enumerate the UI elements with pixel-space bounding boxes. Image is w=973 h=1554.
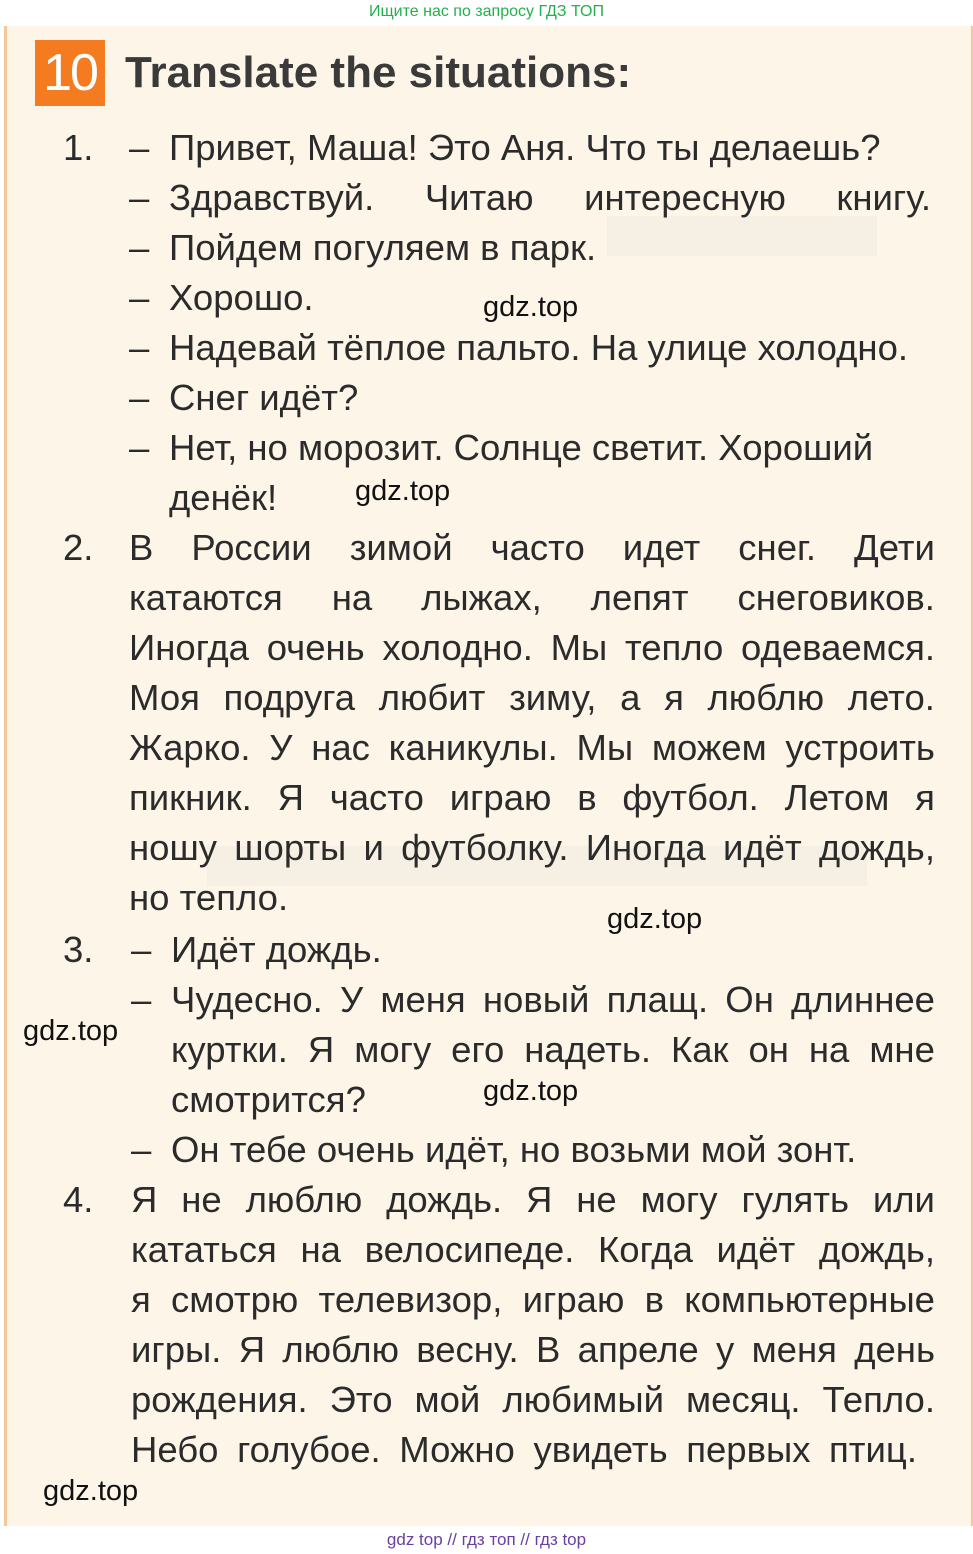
- situation-2-line-6: [7, 773, 971, 823]
- word: или: [872, 1179, 935, 1220]
- word: Моя: [129, 677, 200, 718]
- word: надеть.: [524, 1029, 651, 1070]
- word: голубое.: [237, 1429, 381, 1470]
- word: на: [331, 577, 373, 618]
- word: мне: [869, 1029, 935, 1070]
- paragraph-text: [129, 723, 935, 773]
- word: часто: [329, 777, 424, 818]
- dialogue-dash: –: [131, 979, 152, 1020]
- situation-1-line-8: [7, 473, 971, 523]
- situation-number: 1.: [63, 127, 94, 168]
- word: компьютерные: [684, 1279, 935, 1320]
- word: идет: [622, 527, 701, 568]
- dialogue-dash: –: [131, 929, 152, 970]
- situation-1-line-6: [7, 373, 971, 423]
- word: снеговиков.: [737, 577, 935, 618]
- dialogue-text: Надевай тёплое пальто. На улице холодно.: [169, 327, 909, 368]
- word: Летом: [784, 777, 890, 818]
- dialogue-dash: –: [129, 277, 150, 318]
- word: он: [748, 1029, 789, 1070]
- dialogue-dash: –: [129, 127, 150, 168]
- word: птиц.: [829, 1429, 917, 1470]
- word: тепло: [624, 627, 724, 668]
- watermark: gdz.top: [355, 475, 451, 507]
- watermark: gdz.top: [607, 903, 703, 935]
- word: Чудесно.: [171, 979, 323, 1020]
- watermark: gdz.top: [43, 1475, 139, 1507]
- exercise-content: [7, 26, 971, 1526]
- word: а: [620, 677, 641, 718]
- situation-2-line-1: [7, 523, 971, 573]
- word: катаются: [129, 577, 283, 618]
- word: В: [129, 527, 154, 568]
- word: у: [716, 1329, 735, 1370]
- word: Это: [329, 1379, 393, 1420]
- paragraph-text: [131, 1325, 935, 1375]
- situation-3-line-5: [7, 1125, 971, 1175]
- situation-1-line-3: [7, 223, 971, 273]
- word: России: [191, 527, 312, 568]
- word: интересную: [584, 177, 786, 218]
- situation-number: 2.: [63, 527, 94, 568]
- word: люблю: [282, 1329, 399, 1370]
- word: пикник.: [129, 777, 252, 818]
- word: можем: [651, 727, 767, 768]
- word: день: [854, 1329, 935, 1370]
- word: Читаю: [424, 177, 534, 218]
- word: Я: [307, 1029, 335, 1070]
- word: на: [300, 1229, 341, 1270]
- situation-3-line-2: [7, 975, 971, 1025]
- word: Жарко.: [129, 727, 251, 768]
- dialogue-text: смотрится?: [171, 1079, 366, 1120]
- word: и: [363, 827, 384, 868]
- exercise-number-badge: 10: [35, 40, 105, 106]
- word: весну.: [416, 1329, 519, 1370]
- word: Когда: [598, 1229, 693, 1270]
- word: зимой: [349, 527, 453, 568]
- word: очень: [266, 627, 365, 668]
- word: У: [269, 727, 293, 768]
- word: снег.: [738, 527, 816, 568]
- situation-1-line-2: [7, 173, 971, 223]
- situation-2-line-5: [7, 723, 971, 773]
- situation-4-line-6: [7, 1425, 971, 1475]
- word: идёт: [716, 1229, 796, 1270]
- dialogue-text: Он тебе очень идёт, но возьми мой зонт.: [171, 1129, 857, 1170]
- dialogue-text: Хорошо.: [169, 277, 314, 318]
- word: мой: [414, 1379, 481, 1420]
- word: играю: [522, 1279, 625, 1320]
- situation-3-line-1: [7, 925, 971, 975]
- situation-number: 4.: [63, 1179, 94, 1220]
- situation-4-line-4: [7, 1325, 971, 1375]
- dialogue-text: Привет, Маша! Это Аня. Что ты делаешь?: [169, 127, 881, 168]
- word: В: [536, 1329, 561, 1370]
- situation-number: 3.: [63, 929, 94, 970]
- paragraph-text: [129, 823, 935, 873]
- situation-2-line-7: [7, 823, 971, 873]
- word: устроить: [785, 727, 935, 768]
- word: плащ.: [606, 979, 709, 1020]
- paragraph-text: но тепло.: [129, 877, 289, 918]
- paragraph-text: [129, 623, 935, 673]
- paragraph-text: [129, 523, 935, 573]
- dialogue-text: Снег идёт?: [169, 377, 359, 418]
- word: дождь.: [386, 1179, 503, 1220]
- paragraph-text: [129, 673, 935, 723]
- word: любит: [378, 677, 486, 718]
- dialogue-dash: –: [131, 1129, 152, 1170]
- word: нас: [311, 727, 370, 768]
- word: гулять: [741, 1179, 849, 1220]
- paragraph-text: [131, 1425, 917, 1475]
- situation-4-line-2: [7, 1225, 971, 1275]
- word: люблю: [245, 1179, 363, 1220]
- word: его: [451, 1029, 505, 1070]
- word: Можно: [399, 1429, 515, 1470]
- word: меня: [380, 979, 466, 1020]
- word: дождь,: [818, 827, 935, 868]
- bottom-banner[interactable]: gdz top // гдз топ // гдз top: [386, 1530, 587, 1549]
- exercise-title: Translate the situations:: [125, 48, 632, 97]
- word: не: [576, 1179, 617, 1220]
- textbook-page: [4, 26, 973, 1526]
- dialogue-dash: –: [129, 377, 150, 418]
- paragraph-text: [129, 573, 935, 623]
- word: увидеть: [533, 1429, 668, 1470]
- word: Тепло.: [822, 1379, 935, 1420]
- word: подруга: [223, 677, 356, 718]
- dialogue-dash: –: [129, 177, 150, 218]
- word: Я: [238, 1329, 266, 1370]
- word: Я: [277, 777, 304, 818]
- word: не: [181, 1179, 222, 1220]
- dialogue-text: [169, 173, 931, 223]
- dialogue-text: денёк!: [169, 477, 278, 518]
- word: лепят: [590, 577, 689, 618]
- word: на: [808, 1029, 850, 1070]
- word: Иногда: [585, 827, 706, 868]
- word: Иногда: [129, 627, 249, 668]
- watermark: gdz.top: [483, 1075, 579, 1107]
- word: Здравствуй.: [169, 177, 375, 218]
- situation-4-line-5: [7, 1375, 971, 1425]
- word: рождения.: [131, 1379, 308, 1420]
- word: месяц.: [686, 1379, 801, 1420]
- word: Я: [131, 1179, 158, 1220]
- word: книгу.: [836, 177, 931, 218]
- word: телевизор,: [318, 1279, 503, 1320]
- situation-2-line-2: [7, 573, 971, 623]
- situation-4-line-1: [7, 1175, 971, 1225]
- word: дождь,: [818, 1229, 935, 1270]
- word: велосипеде.: [364, 1229, 575, 1270]
- word: кататься: [131, 1229, 277, 1270]
- situation-2-line-4: [7, 673, 971, 723]
- word: футбол.: [622, 777, 759, 818]
- situation-1-line-1: [7, 123, 971, 173]
- word: холодно.: [382, 627, 533, 668]
- word: могу: [640, 1179, 718, 1220]
- word: часто: [490, 527, 585, 568]
- word: Дети: [854, 527, 935, 568]
- dialogue-text: Идёт дождь.: [171, 929, 382, 970]
- paragraph-text: [129, 773, 935, 823]
- situation-2-line-8: [7, 873, 971, 923]
- word: я: [915, 777, 935, 818]
- word: идёт: [722, 827, 802, 868]
- paragraph-text: [131, 1275, 935, 1325]
- dialogue-text: Пойдем погуляем в парк.: [169, 227, 597, 268]
- dialogue-dash: –: [129, 227, 150, 268]
- dialogue-dash: –: [129, 327, 150, 368]
- paragraph-text: [131, 1225, 935, 1275]
- situation-1-line-7: [7, 423, 971, 473]
- word: апреле: [577, 1329, 699, 1370]
- word: шорты: [234, 827, 347, 868]
- word: Он: [725, 979, 774, 1020]
- dialogue-text: Нет, но морозит. Солнце светит. Хороший: [169, 427, 874, 468]
- situation-3-line-3: [7, 1025, 971, 1075]
- word: зиму,: [509, 677, 597, 718]
- word: лыжах,: [421, 577, 542, 618]
- situation-2-line-3: [7, 623, 971, 673]
- word: У: [340, 979, 364, 1020]
- paragraph-text: [131, 1375, 935, 1425]
- situation-4-line-3: [7, 1275, 971, 1325]
- watermark: gdz.top: [483, 291, 579, 323]
- word: каникулы.: [388, 727, 558, 768]
- dialogue-dash: –: [129, 427, 150, 468]
- word: люблю: [707, 677, 825, 718]
- word: играю: [449, 777, 552, 818]
- dialogue-text: [171, 975, 935, 1025]
- situation-1-line-5: [7, 323, 971, 373]
- word: любимый: [502, 1379, 665, 1420]
- word: смотрю: [171, 1279, 299, 1320]
- word: куртки.: [171, 1029, 288, 1070]
- word: Я: [526, 1179, 553, 1220]
- word: игры.: [131, 1329, 222, 1370]
- top-banner[interactable]: Ищите нас по запросу ГДЗ ТОП: [369, 3, 604, 20]
- word: Мы: [550, 627, 608, 668]
- word: длиннее: [791, 979, 935, 1020]
- word: я: [131, 1279, 151, 1320]
- word: ношу: [129, 827, 217, 868]
- word: меня: [751, 1329, 837, 1370]
- word: первых: [686, 1429, 811, 1470]
- word: Как: [670, 1029, 729, 1070]
- word: могу: [354, 1029, 432, 1070]
- word: одеваемся.: [741, 627, 935, 668]
- watermark: gdz.top: [23, 1015, 119, 1047]
- word: я: [664, 677, 684, 718]
- word: футболку.: [401, 827, 569, 868]
- word: в: [577, 777, 597, 818]
- word: Небо: [131, 1429, 219, 1470]
- word: лето.: [847, 677, 935, 718]
- paragraph-text: [131, 1175, 935, 1225]
- word: Мы: [576, 727, 634, 768]
- dialogue-text: [171, 1025, 935, 1075]
- word: в: [644, 1279, 664, 1320]
- word: новый: [482, 979, 590, 1020]
